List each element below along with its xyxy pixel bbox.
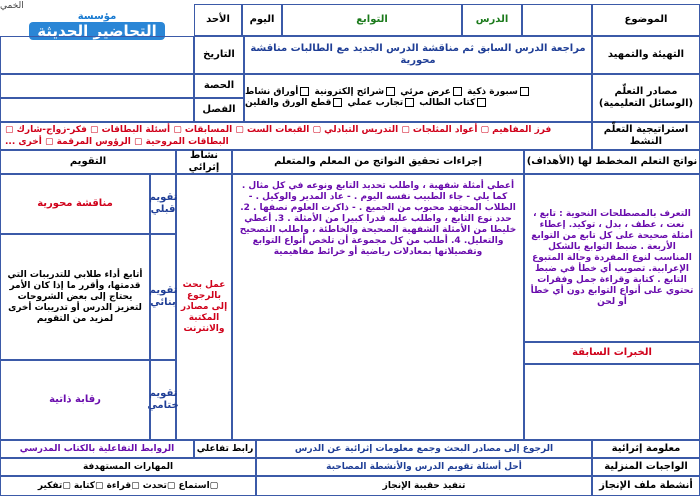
date-label: التاريخ	[194, 36, 244, 74]
day-label: اليوم	[242, 4, 282, 36]
class-label: الفصل	[194, 98, 244, 122]
evaluation-header: التقويم	[0, 150, 176, 174]
class-value	[0, 98, 194, 122]
objectives-header: نواتج التعلم المخطط لها (الأهداف)	[524, 150, 700, 174]
resources-line-1: سبورة ذكية عرض مرئي شرائح إلكترونية أوراق نشاط	[245, 87, 531, 98]
pre-eval-label: تقويم قبلي	[150, 174, 176, 234]
checkbox[interactable]	[453, 87, 462, 96]
final-eval-label: تقويم ختامي	[150, 360, 176, 440]
lesson-label: الدرس	[462, 4, 522, 36]
portfolio-label: أنشطة ملف الإنجاز	[592, 476, 700, 496]
strategies-label: استراتيجية التعلّم النشط	[592, 122, 700, 150]
homework-text: أحل أسئلة تقويم الدرس والأنشطة المصاحبة	[256, 458, 592, 476]
skills-list[interactable]: ▢استماع ▢تحدث ▢قراءة ▢كتابة ▢تفكير	[0, 476, 256, 496]
checkbox[interactable]	[300, 87, 309, 96]
strategies-line-1: فرز المفاهيم ▢ أعواد المثلجات ▢ التدريس التبادلي ▢ القبعات الست ▢ المسابقات ▢ أسئلة البطاقات ▢ فكر-زواج-شارك ▢	[5, 125, 552, 135]
objectives-text: التعرف بالمصطلحات النحوية : تابع ، نعت ، عطف ، بدل ، توكيد. إعطاء أمثلة صحيحة على كل تابع من التوابع الأربعة . ضبط التوابع بالشكل المناسب لنوع المفردة وحالة المتبوع الإعرابية. تصويب أي خطأ في ضبط التابع . كتابة وقراءة جمل وفقرات تحتوي على أنواع التوابع دون أي خطأ أو لحن	[524, 174, 700, 342]
logo-org: مؤسسة	[77, 10, 117, 22]
intro-text: مراجعة الدرس السابق ثم مناقشة الدرس الجديد مع الطالبات مناقشة محورية	[244, 36, 592, 74]
resources-box	[244, 74, 592, 122]
logo-name: التحاضير الحديثة	[29, 22, 165, 40]
lesson-value: التوابع	[282, 4, 462, 36]
resources-label: مصادر التعلّم (الوسائل التعليمية)	[592, 74, 700, 122]
topic-label: الموضوع	[592, 4, 700, 36]
formative-eval-text: أتابع أداء طلابي للتدريبات التي قدمتها، وأقرر ما إذا كان الأمر يحتاج إلى بعض الشروحات لتعزيز الدرس أو تدريبات أخرى لمزيد من التقويم	[0, 234, 150, 360]
thursday-label: الخمي	[0, 0, 24, 11]
checkbox[interactable]	[333, 98, 342, 107]
enrichment-header: نشاط إثرائي	[176, 150, 232, 174]
interactive-text[interactable]: الروابط التفاعلية بالكتاب المدرسي	[0, 440, 194, 458]
period-value	[0, 74, 194, 98]
enrich-info-label: معلومة إثرائية	[592, 440, 700, 458]
portfolio-text: تنفيذ حقيبة الإنجاز	[256, 476, 592, 496]
strategies-box	[0, 122, 592, 150]
strategies-line-2: البطاقات المروحية ▢ الرؤوس المرقمة ▢ أخرى ...	[5, 137, 229, 147]
interactive-label: رابط تفاعلي	[194, 440, 256, 458]
prior-experience-label: الخبرات السابقة	[524, 342, 700, 364]
final-eval-text: رقابة ذاتية	[0, 360, 150, 440]
procedures-text: أعطي أمثلة شفهية ، واطلب تحديد التابع ونوعه في كل مثال . كما يلي - جاء الطبيب نفسه اليوم . - عاد المدير والوكيل . - الطلاب المجتهد محبوب من الجميع . - ذاكرت العلوم نصفها . 2. حدد نوع التابع ، واطلب عليه قدرا كبيرا من الأمثلة . 3. أعطي خليطا من الأمثلة الشفهية الصحيحة والخاطئة ، واطلب التصحيح والتعليل. 4. أطلب من كل مجموعة أن تلخص أنواع التوابع وتفصيلاتها بمعادلات رياضية أو خرائط مفاهيمية	[232, 174, 524, 440]
procedures-header: إجراءات تحقيق النواتج من المعلم والمتعلم	[232, 150, 524, 174]
enrich-info-text: الرجوع إلى مصادر البحث وجمع معلومات إثرائية عن الدرس	[256, 440, 592, 458]
formative-eval-label: تقويم بنائي	[150, 234, 176, 360]
checkbox[interactable]	[405, 98, 414, 107]
topic-value	[522, 4, 592, 36]
logo	[0, 0, 194, 40]
checkbox[interactable]	[520, 87, 529, 96]
homework-label: الواجبات المنزلية	[592, 458, 700, 476]
enrichment-text: عمل بحث بالرجوع إلى مصادر المكتبة والانترنت	[176, 174, 232, 440]
period-label: الحصة	[194, 74, 244, 98]
checkbox[interactable]	[386, 87, 395, 96]
skills-label: المهارات المستهدفة	[0, 458, 256, 476]
pre-eval-text: مناقشة محورية	[0, 174, 150, 234]
checkbox[interactable]	[477, 98, 486, 107]
day-value: الأحد	[194, 4, 242, 36]
date-value	[0, 36, 194, 74]
prior-experience-value	[524, 364, 700, 440]
resources-line-2: كتاب الطالب تجارب عملي قطع الورق والفلين	[245, 98, 488, 109]
intro-label: التهيئة والتمهيد	[592, 36, 700, 74]
